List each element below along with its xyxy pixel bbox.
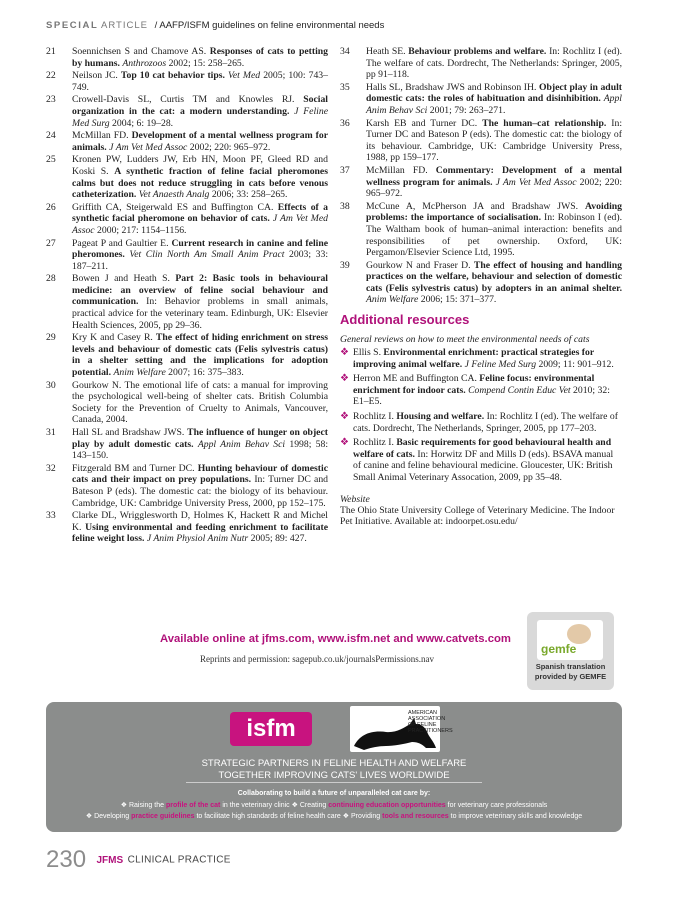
reference-body — [72, 70, 328, 93]
resource-item — [340, 373, 622, 408]
reference-number: 31 — [46, 427, 56, 438]
reference-body — [72, 130, 328, 153]
reference-details: 2005; 100: 743–749. — [72, 70, 328, 93]
reference-authors: Gourkow N. — [72, 379, 122, 391]
resource-source: Compend Contin Educ Vet — [468, 384, 571, 396]
references-left-column — [46, 46, 328, 546]
reference-item — [46, 510, 328, 545]
reference-item — [340, 165, 622, 200]
reference-authors: Clarke DL, Wrigglesworth D, Holmes K, Hackett R and Michel K. — [72, 510, 328, 533]
reprints-line[interactable]: Reprints and permission: sagepub.co.uk/journalsPermissions.nav — [200, 654, 434, 664]
reference-body — [72, 463, 328, 509]
reference-body — [72, 427, 328, 461]
reference-body — [366, 165, 622, 199]
reference-number: 32 — [46, 462, 56, 474]
l4b: profile of the cat — [165, 802, 221, 809]
reference-number: 23 — [46, 94, 56, 106]
reference-title: Behaviour problems and welfare. — [408, 46, 547, 57]
reference-title: Commentary: Development of a mental wellness program for animals. — [366, 164, 622, 188]
diamond-bullet-icon: ❖ — [340, 437, 349, 449]
resource-details: 2009; 11: 901–912. — [538, 358, 614, 370]
reference-number: 36 — [340, 117, 350, 129]
diamond-bullet-icon: ❖ — [340, 373, 349, 385]
reference-details: 2002; 220: 965–972. — [189, 141, 271, 153]
reference-body — [72, 238, 328, 272]
reference-item — [46, 46, 328, 69]
resource-title: Environmental enrichment: practical strategies for improving animal welfare. — [353, 347, 594, 370]
reference-authors: McCune A, McPherson JA and Bradshaw JWS. — [366, 200, 579, 212]
reference-authors: McMillan FD. — [72, 130, 129, 142]
reference-number: 34 — [340, 46, 350, 57]
resource-authors: Rochlitz I. — [353, 437, 394, 449]
bullet-icon: ❖ — [85, 813, 93, 820]
reference-item — [46, 273, 328, 331]
reference-source: Vet Clin North Am Small Anim Pract — [129, 249, 285, 261]
reference-item — [46, 202, 328, 237]
reference-body — [72, 380, 328, 426]
diamond-bullet-icon: ❖ — [340, 347, 349, 359]
reference-authors: Karsh EB and Turner DC. — [366, 117, 478, 129]
website-heading: Website — [340, 493, 370, 505]
l5c: to facilitate high standards of feline health care — [196, 813, 341, 820]
reference-number: 24 — [46, 130, 56, 142]
reference-item — [340, 82, 622, 117]
reference-title: Social organization in the cat: a modern understanding. — [72, 94, 328, 117]
reference-title: The effect of hiding enrichment on stress levels and behaviour of domestic cats (Felis sylvestris catus) in a shelter setting and the implications for adoption potential. — [72, 332, 329, 379]
reference-title: Avoiding problems: the importance of socialisation. — [366, 200, 622, 224]
reference-details: In: Turner DC and Bateson P (eds). The domestic cat: the biology of its behaviour. Cambridge, UK: Cambridge University Press, 1988, pp 159–177. — [366, 117, 623, 164]
reference-number: 33 — [46, 510, 56, 522]
l4e: continuing education opportunities — [328, 802, 446, 809]
reference-number: 25 — [46, 154, 56, 166]
reference-authors: Halls SL, Bradshaw JWS and Robinson IH. — [366, 81, 537, 93]
banner-line3: Collaborating to build a future of unparalleled cat care by: — [237, 790, 431, 797]
aafp-logo-text: AMERICAN ASSOCIATION OF FELINE PRACTITIONERS — [408, 710, 453, 734]
reference-details: 2001; 79: 263–271. — [429, 104, 506, 116]
reference-source: Appl Anim Behav Sci — [366, 93, 622, 116]
running-header — [46, 20, 384, 31]
reference-authors: Griffith CA, Steigerwald ES and Buffington CA. — [72, 201, 274, 213]
reference-body — [366, 46, 622, 80]
reference-authors: Pageat P and Gaultier E. — [72, 237, 169, 249]
l4f: for veterinary care professionals — [447, 802, 548, 809]
reference-details: 2004; 6: 19–28. — [112, 117, 174, 129]
banner-line5 — [46, 812, 622, 820]
resource-details: 2010; 32: E1–E5. — [353, 384, 610, 408]
reference-title: Using environmental and feeding enrichment to facilitate feline weight loss. — [72, 521, 328, 545]
reference-body — [72, 46, 328, 69]
reference-body — [72, 94, 328, 128]
reference-authors: Kry K and Casey R. — [72, 332, 153, 344]
reference-number: 26 — [46, 201, 56, 213]
header-title: AAFP/ISFM guidelines on feline environmental needs — [159, 20, 385, 31]
diamond-bullet-icon: ❖ — [340, 411, 349, 423]
reference-number: 29 — [46, 332, 56, 344]
reference-source: J Am Vet Med Assoc — [495, 176, 577, 188]
gemfe-line1: Spanish translation — [535, 662, 606, 671]
reference-details: In: Rochlitz I (ed). The welfare of cats. Dordrecht, The Netherlands: Springer, 2005, pp 91–118. — [366, 46, 622, 81]
reference-item — [46, 380, 328, 426]
page-footer — [46, 846, 231, 874]
gemfe-badge — [527, 612, 614, 690]
reference-body — [366, 260, 622, 306]
resource-details: In: Horwitz DF and Mills D (eds). BSAVA manual of canine and feline behavioural medicine. Gloucester, UK: British Small Animal Veterinary Assocation, 2009, pp 35–48. — [353, 448, 614, 483]
reference-number: 35 — [340, 81, 350, 93]
reference-number: 38 — [340, 200, 350, 212]
reference-source: Anim Welfare — [113, 367, 166, 379]
l4a: Raising the — [128, 802, 164, 809]
reference-details: In: Robinson I (ed). The Waltham book of human–animal interaction: benefits and responsibilities of pet ownership. Oxford, UK: Pergamon/Elsevier Science Ltd, 1995. — [366, 212, 622, 259]
reference-item — [340, 260, 622, 306]
reference-authors: Crowell-Davis SL, Curtis TM and Knowles RJ. — [72, 94, 295, 106]
reference-details: In: Turner DC and Bateson P (eds). The domestic cat: the biology of its behaviour. Cambridge, UK: Cambridge University Press, 2000, pp 152–175. — [72, 474, 329, 509]
reference-title: Object play in adult domestic cats: the roles of habituation and disinhibition. — [366, 81, 623, 105]
reference-body — [72, 202, 328, 236]
reference-details: 2005; 89: 427. — [250, 533, 307, 545]
reference-source: J Feline Med Surg — [72, 105, 329, 129]
reference-number: 30 — [46, 379, 56, 391]
reference-number: 22 — [46, 70, 56, 82]
reference-authors: Hall SL and Bradshaw JWS. — [72, 427, 185, 438]
reference-title: A synthetic fraction of feline facial pheromones calms but does not reduce struggling in cats before venous catheterization. — [72, 165, 328, 201]
reference-body — [72, 332, 328, 378]
resource-item — [340, 437, 622, 483]
reference-item — [46, 94, 328, 129]
reference-body — [72, 154, 328, 200]
reference-source: Anim Welfare — [366, 294, 419, 306]
reference-number: 37 — [340, 164, 350, 176]
cat-icon — [567, 624, 591, 644]
website-text: The Ohio State University College of Veterinary Medicine. The Indoor Pet Initiative. Available at: indoorpet.osu.edu/ — [340, 504, 615, 528]
reference-number: 27 — [46, 237, 56, 249]
reference-item — [46, 463, 328, 509]
additional-resources-list — [340, 347, 622, 484]
bullet-icon: ❖ — [342, 813, 350, 820]
reference-title: The effect of housing and handling practices on the welfare, behaviour and selection of domestic cats (Felis sylvestris catus) by adopters in an animal shelter. — [366, 259, 622, 294]
reference-source: Anthrozoos — [122, 57, 167, 69]
reference-item — [46, 427, 328, 462]
l4c: in the veterinary clinic — [222, 802, 290, 809]
reference-source: J Anim Physiol Anim Nutr — [146, 533, 249, 545]
gemfe-logo — [537, 620, 603, 660]
reference-details: 2002; 220: 965–972. — [366, 176, 623, 200]
partners-banner — [46, 702, 622, 832]
banner-line1: STRATEGIC PARTNERS IN FELINE HEALTH AND WELFARE — [201, 758, 467, 769]
additional-resources-heading: Additional resources — [340, 312, 470, 328]
reference-source: Appl Anim Behav Sci — [197, 438, 286, 450]
resource-title: Basic requirements for good behavioural health and welfare of cats. — [353, 437, 612, 460]
reference-title: The human–cat relationship. — [482, 117, 607, 129]
header-article: ARTICLE — [101, 20, 148, 31]
l5f: to improve veterinary skills and knowledge — [450, 813, 583, 820]
l5a: Developing — [94, 813, 130, 820]
reference-authors: McMillan FD. — [366, 164, 428, 176]
reference-details: 2002; 15: 258–265. — [168, 57, 245, 69]
l5b: practice guidelines — [131, 813, 195, 820]
reference-title: Hunting behaviour of domestic cats and their impact on prey populations. — [72, 462, 328, 486]
bullet-icon: ❖ — [291, 802, 298, 809]
reference-title: Part 2: Basic tools in behavioural medicine: an overview of feline social behaviour and communication. — [72, 273, 328, 308]
header-slash: / — [154, 20, 158, 31]
reference-details: 1998; 58: 143–150. — [72, 438, 329, 462]
resource-title: Feline focus: environmental enrichment for indoor cats. — [353, 373, 595, 396]
reference-source: Vet Anaesth Analg — [138, 189, 210, 201]
reference-details: In: Behavior problems in small animals, practical advice for the veterinary team. Edinburgh, UK: Elsevier Health Sciences, 2005, pp 29–36. — [72, 296, 328, 331]
gemfe-caption — [530, 662, 611, 681]
reference-body — [72, 510, 328, 544]
resource-authors: Ellis S. — [353, 347, 381, 359]
reference-source: J Am Vet Med Assoc — [72, 213, 328, 236]
l5d: Providing — [351, 813, 381, 820]
banner-line4 — [46, 801, 622, 809]
reference-details: 2000; 217: 1154–1156. — [97, 224, 187, 236]
reference-title: Development of a mental wellness program for animals. — [72, 130, 329, 153]
reference-authors: Soennichsen S and Chamove AS. — [72, 46, 207, 57]
reference-authors: Neilson JC. — [72, 70, 118, 82]
footer-section: CLINICAL PRACTICE — [127, 854, 231, 866]
reference-title: Effects of a synthetic facial pheromone on behavior of cats. — [72, 201, 328, 225]
reference-source: Vet Med — [228, 70, 261, 82]
reference-authors: Heath SE. — [366, 46, 406, 57]
reference-number: 39 — [340, 259, 350, 271]
reference-title: The influence of hunger on object play by adult domestic cats. — [72, 427, 329, 450]
resource-authors: Herron ME and Buffington CA. — [353, 373, 477, 385]
right-column — [340, 46, 622, 528]
reference-item — [46, 130, 328, 153]
resource-details: In: Rochlitz I (ed). The welfare of cats. Dordrecht, The Netherlands, Springer, 2005, pp 177–203. — [353, 411, 618, 434]
banner-divider — [186, 782, 482, 783]
l4d: Creating — [299, 802, 327, 809]
resource-title: Housing and welfare. — [396, 411, 485, 423]
reference-details: 2006; 33: 258–265. — [211, 189, 288, 201]
reference-title: Responses of cats to petting by humans. — [72, 46, 329, 69]
reference-item — [46, 238, 328, 273]
resource-item — [340, 347, 622, 370]
gemfe-line2: provided by GEMFE — [534, 671, 607, 681]
reference-item — [340, 46, 622, 81]
reference-number: 21 — [46, 46, 56, 57]
references-right-list — [340, 46, 622, 306]
reference-authors: Fitzgerald BM and Turner DC. — [72, 462, 195, 474]
resource-item — [340, 411, 622, 434]
reference-title: Top 10 cat behavior tips. — [120, 70, 225, 82]
resource-authors: Rochlitz I. — [353, 411, 394, 423]
reference-details: 2003; 33: 187–211. — [72, 249, 329, 272]
resource-source: J Feline Med Surg — [464, 358, 537, 370]
reference-authors: Gourkow N and Fraser D. — [366, 259, 471, 271]
bullet-icon: ❖ — [120, 802, 127, 809]
banner-line2: TOGETHER IMPROVING CATS' LIVES WORLDWIDE — [218, 770, 450, 781]
reference-details: 2007; 16: 375–383. — [168, 367, 244, 379]
reference-details: 2006; 15: 371–377. — [420, 294, 497, 306]
additional-subheading: General reviews on how to meet the environmental needs of cats — [340, 334, 590, 346]
reference-number: 28 — [46, 273, 56, 285]
l5e: tools and resources — [382, 813, 449, 820]
gemfe-logo-text: gemfe — [541, 642, 577, 656]
reference-title: Current research in canine and feline pheromones. — [72, 237, 329, 261]
reference-authors: Bowen J and Heath S. — [72, 273, 170, 285]
reference-item — [340, 118, 622, 164]
reference-body — [366, 82, 622, 116]
reference-item — [46, 70, 328, 93]
footer-journal: JFMS — [96, 854, 124, 866]
reference-item — [340, 201, 622, 259]
reference-authors: Kronen PW, Ludders JW, Erb HN, Moon PF, Gleed RD and Koski S. — [72, 154, 328, 177]
reference-body — [366, 201, 622, 258]
reference-details: The emotional life of cats: a manual for improving the psychological well-being of shelter cats. British Columbia Society for the Prevention of Cruelty to Animals, Vancouver, Canada, 2004. — [72, 379, 328, 426]
isfm-logo: isfm — [230, 712, 312, 746]
header-special: SPECIAL — [46, 20, 99, 31]
availability-line[interactable]: Available online at jfms.com, www.isfm.net and www.catvets.com — [160, 633, 511, 645]
reference-body — [72, 273, 328, 330]
reference-item — [46, 154, 328, 200]
page-number: 230 — [46, 846, 87, 873]
reference-body — [366, 118, 622, 164]
aafp-logo — [350, 706, 453, 752]
reference-source: J Am Vet Med Assoc — [109, 141, 188, 153]
reference-item — [46, 332, 328, 378]
